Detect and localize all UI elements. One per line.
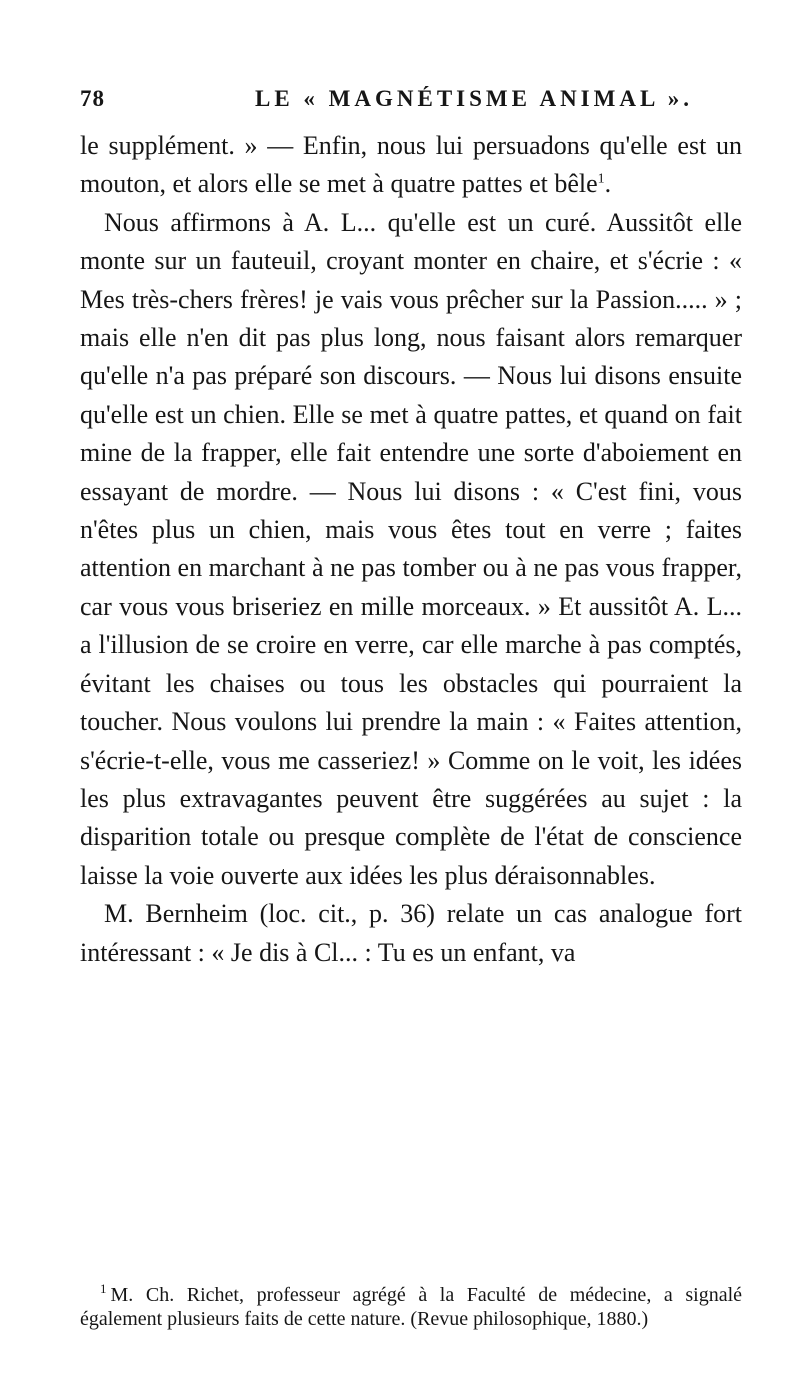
running-title: LE « MAGNÉTISME ANIMAL ». bbox=[255, 86, 694, 111]
footnote-marker: 1 bbox=[100, 1281, 107, 1297]
paragraph-3: M. Bernheim (loc. cit., p. 36) relate un cas analogue fort intéressant : « Je dis à Cl... : Tu es un enfant, va bbox=[80, 899, 742, 967]
body-text bbox=[80, 127, 742, 972]
paragraph-1-end: . bbox=[604, 169, 612, 199]
page-number: 78 bbox=[80, 86, 105, 111]
footnote-text: M. Ch. Richet, professeur agrégé à la Faculté de médecine, a signalé également plusieurs faits de cette nature. (Revue philosophique, 1880.) bbox=[80, 1284, 742, 1330]
paragraph-1 bbox=[80, 127, 742, 204]
footnote bbox=[80, 1283, 742, 1331]
footnotes bbox=[80, 1283, 742, 1331]
paragraph-1-text: le supplément. » — Enfin, nous lui persuadons qu'elle est un mouton, et alors elle se met à quatre pattes et bêle bbox=[80, 131, 742, 199]
footnote-reference: 1 bbox=[597, 171, 605, 187]
paragraph-2: Nous affirmons à A. L... qu'elle est un curé. Aussitôt elle monte sur un fauteuil, croyant monter en chaire, et s'écrie : « Mes très-chers frères! je vais vous prêcher sur la Passion..... » ; mais elle n'en dit pas plus long, nous faisant alors remarquer qu'elle n'a pas préparé son discours. — Nous lui disons ensuite qu'elle est un chien. Elle se met à quatre pattes, et quand on fait mine de la frapper, elle fait entendre une sorte d'aboiement en essayant de mordre. — Nous lui disons : « C'est fini, vous n'êtes plus un chien, mais vous êtes tout en verre ; faites attention en marchant à ne pas tomber ou à ne pas vous frapper, car vous vous briseriez en mille morceaux. » Et aussitôt A. L... a l'illusion de se croire en verre, car elle marche à pas comptés, évitant les chaises ou tous les obstacles qui pourraient la toucher. Nous voulons lui prendre la main : « Faites attention, s'écrie-t-elle, vous me casseriez! » Comme on le voit, les idées les plus extravagantes peuvent être suggérées au sujet : la disparition totale ou presque complète de l'état de conscience laisse la voie ouverte aux idées les plus déraisonnables. bbox=[80, 207, 742, 890]
page-header bbox=[80, 86, 740, 118]
